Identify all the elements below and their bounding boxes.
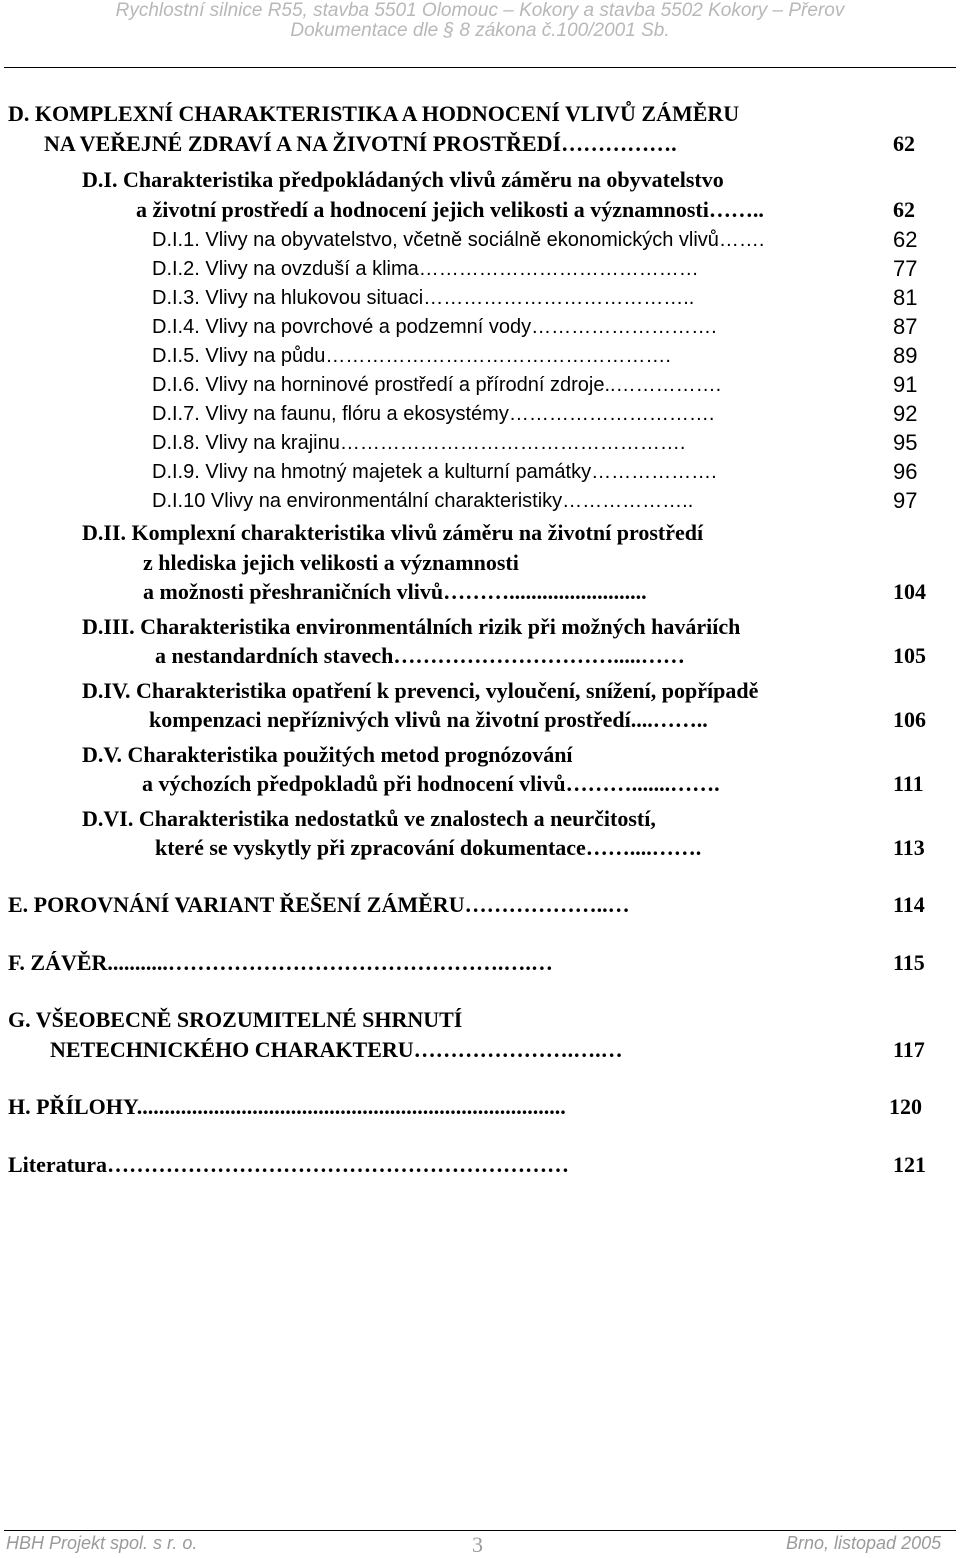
header-title: Rychlostní silnice R55, stavba 5501 Olomouc – Kokory a stavba 5502 Kokory – Přerov [115, 0, 845, 21]
toc-dii-line2: z hlediska jejich velikosti a významnosti [143, 550, 519, 575]
toc-literatura[interactable]: Literatura……………………………………………………… [8, 1152, 569, 1177]
toc-di-page: 62 [893, 197, 915, 222]
toc-di5[interactable]: D.I.5. Vlivy na půdu……………………………………………. [152, 345, 671, 367]
header-rule [4, 67, 956, 68]
toc-dii-line3[interactable]: a možnosti přeshraničních vlivů………......................... [143, 579, 647, 604]
toc-diii-line2[interactable]: a nestandardních stavech………………………….....…… [155, 643, 685, 668]
toc-di2[interactable]: D.I.2. Vlivy na ovzduší a klima…………………………………… [152, 258, 699, 280]
toc-di9[interactable]: D.I.9. Vlivy na hmotný majetek a kulturní památky………………. [152, 461, 717, 483]
toc-dii-page: 104 [893, 579, 926, 604]
toc-f-page: 115 [893, 950, 925, 975]
toc-d-title-line2[interactable] [44, 131, 677, 157]
toc-diii-page: 105 [893, 643, 926, 668]
toc-di5-page: 89 [893, 343, 918, 368]
toc-dvi-line1: D.VI. Charakteristika nedostatků ve znalostech a neurčitostí, [82, 806, 656, 831]
toc-di7[interactable]: D.I.7. Vlivy na faunu, flóru a ekosystémy…………………………. [152, 403, 715, 425]
toc-di10-page: 97 [893, 488, 918, 513]
toc-di1[interactable]: D.I.1. Vlivy na obyvatelstvo, včetně sociálně ekonomických vlivů……. [152, 229, 765, 251]
toc-e[interactable]: E. POROVNÁNÍ VARIANT ŘEŠENÍ ZÁMĚRU………………..… [8, 892, 630, 917]
toc-di4-page: 87 [893, 314, 918, 339]
footer-place-date: Brno, listopad 2005 [786, 1533, 942, 1553]
toc-div-line2[interactable]: kompenzaci nepříznivých vlivů na životní prostředí....…….. [149, 707, 708, 732]
toc-di8[interactable]: D.I.8. Vlivy na krajinu……………………………………………. [152, 432, 686, 454]
toc-g-page: 117 [893, 1037, 925, 1062]
toc-dv-line2[interactable]: a výchozích předpokladů při hodnocení vlivů……….......……. [142, 771, 720, 796]
toc-h[interactable]: H. PŘÍLOHY.............................................................................. [8, 1094, 566, 1119]
footer-company: HBH Projekt spol. s r. o. [6, 1533, 198, 1553]
toc-di10[interactable]: D.I.10 Vlivy na environmentální charakteristiky……………….. [152, 490, 694, 512]
toc-d-title-line1: D. KOMPLEXNÍ CHARAKTERISTIKA A HODNOCENÍ VLIVŮ ZÁMĚRU [8, 101, 740, 126]
footer-page-number: 3 [472, 1532, 483, 1557]
toc-h-page: 120 [889, 1094, 922, 1119]
toc-d-page: 62 [893, 131, 915, 156]
toc-di7-page: 92 [893, 401, 918, 426]
toc-dii-line1: D.II. Komplexní charakteristika vlivů záměru na životní prostředí [82, 520, 704, 545]
toc-diii-line1: D.III. Charakteristika environmentálních rizik při možných haváriích [82, 614, 741, 639]
toc-di2-page: 77 [893, 256, 918, 281]
toc-di6[interactable]: D.I.6. Vlivy na horninové prostředí a přírodní zdroje..……………. [152, 374, 722, 396]
toc-di-line1: D.I. Charakteristika předpokládaných vlivů záměru na obyvatelstvo [82, 167, 724, 192]
toc-d-title-text: NA VEŘEJNÉ ZDRAVÍ A NA ŽIVOTNÍ PROSTŘEDÍ……………. [44, 131, 677, 156]
toc-di4[interactable]: D.I.4. Vlivy na povrchové a podzemní vody………………………. [152, 316, 717, 338]
toc-dv-line1: D.V. Charakteristika použitých metod prognózování [82, 742, 573, 767]
toc-g-line2[interactable]: NETECHNICKÉHO CHARAKTERU………………….….… [50, 1037, 623, 1062]
toc-di6-page: 91 [893, 372, 918, 397]
toc-dvi-line2[interactable]: které se vyskytly při zpracování dokumentace……....……. [155, 835, 702, 860]
toc-dv-page: 111 [893, 771, 924, 796]
toc-di8-page: 95 [893, 430, 918, 455]
toc-di3-page: 81 [893, 285, 918, 310]
toc-di9-page: 96 [893, 459, 918, 484]
toc-literatura-page: 121 [893, 1152, 926, 1177]
footer-rule [4, 1530, 956, 1531]
toc-div-line1: D.IV. Charakteristika opatření k prevenci, vyloučení, snížení, popřípadě [82, 678, 759, 703]
toc-di-line2[interactable]: a životní prostředí a hodnocení jejich velikosti a významnosti…….. [136, 197, 764, 222]
toc-g-line1: G. VŠEOBECNĚ SROZUMITELNÉ SHRNUTÍ [8, 1007, 463, 1032]
toc-f[interactable]: F. ZÁVĚR...........……………………………………….….… [8, 950, 553, 975]
toc-di3[interactable]: D.I.3. Vlivy na hlukovou situaci………………………………….. [152, 287, 695, 309]
toc-div-page: 106 [893, 707, 926, 732]
toc-e-page: 114 [893, 892, 925, 917]
header-subtitle: Dokumentace dle § 8 zákona č.100/2001 Sb. [290, 20, 670, 41]
toc-di1-page: 62 [893, 227, 918, 252]
toc-dvi-page: 113 [893, 835, 925, 860]
